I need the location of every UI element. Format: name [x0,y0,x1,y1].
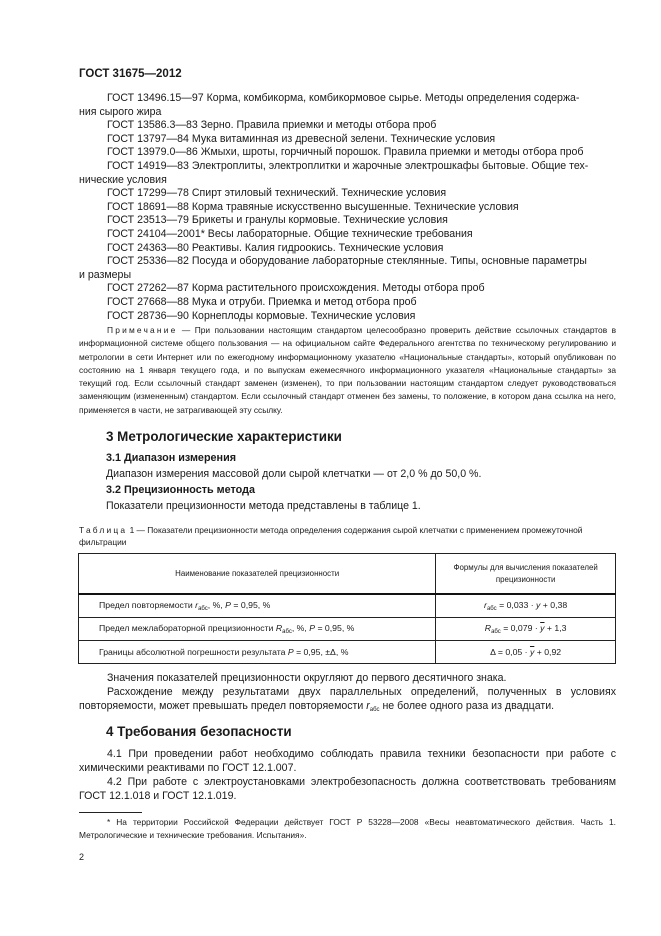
reference-title: Корма растительного происхождения. Методы отбора проб [191,282,485,295]
formula-cell [436,618,616,641]
symbol-mean: $\overline{y}$ [540,623,545,633]
footnote-divider [79,812,142,813]
symbol: r [195,600,199,610]
reference-code: ГОСТ 13586.3—83 [107,119,198,132]
reference-code: ГОСТ 13496.15—97 [107,92,204,104]
section-3-2-text: Показатели прецизионности метода представлены в таблице 1. [106,500,421,512]
reference-item [79,160,616,187]
reference-item [79,228,616,242]
reference-item [79,255,616,282]
formula-cell [436,641,616,664]
section-3-2-title: 3.2 Прецизионность метода [106,484,255,496]
section-4-title: 4 Требования безопасности [106,724,292,739]
footnote-text: * На территории Российской Федерации действует ГОСТ Р 53228—2008 «Весы неавтоматического действия. Часть 1. Метрологические и технические требования. Испытания». [79,817,616,841]
table-row [79,618,616,641]
section-3-1-title: 3.1 Диапазон измерения [106,452,237,464]
formula-cell [436,594,616,618]
reference-title: Мука и отруби. Приемка и метод отбора проб [191,295,417,308]
page-number: 2 [79,852,85,862]
paragraph-text: не более одного раза из двадцати. [379,699,555,712]
section-3-1-text: Диапазон измерения массовой доли сырой клетчатки — от 2,0 % до 50,0 %. [106,468,482,480]
reference-item [79,296,616,310]
table-header-row [79,554,616,595]
paragraph-text: Значения показателей прецизионности округляют до первого десятичного знака. [107,672,507,684]
footnote [79,816,616,843]
reference-code: ГОСТ 25336—82 [107,255,189,268]
reference-title-cont: и размеры [79,268,132,281]
table-row [79,641,616,664]
reference-title: Электроплиты, электроплитки и жарочные электрошкафы бытовые. Общие тех- [191,159,589,172]
reference-title: Корма травяные искусственно высушенные. Технические условия [191,200,519,213]
symbol: r [484,600,487,610]
reference-code: ГОСТ 27668—88 [107,295,189,308]
reference-code: ГОСТ 14919—83 [107,159,189,172]
indicator-text: = 0,95, % [230,600,271,610]
reference-title-cont: нические условия [79,173,167,186]
reference-item [79,242,616,256]
indicator-text: = 0,95, % [315,623,355,633]
indicator-text: , %, [207,600,226,610]
formula-text: = 0,05 · [495,647,530,657]
repeatability-paragraph [79,686,616,717]
formula-text: = 0,033 · [496,600,537,610]
reference-item [79,310,616,324]
reference-code: ГОСТ 24104—2001* [107,227,205,240]
reference-title: Спирт этиловый технический. Технические условия [191,187,447,200]
symbol: R [484,623,492,633]
symbol-mean: $\overline{y}$ [529,647,535,657]
note-text: — При пользовании настоящим стандартом целесообразно проверить действие ссылочных стандартов в информационной системе общего пользования — на официальном сайте Федерального агентства по техническому регулированию и метрологии в сети Интернет или по ежегодному информационному указателю «Национальные стандарты», который опубликован по состоянию на 1 января текущего года, и по выпускам ежемесячного информационного указателя «Национальные стандарты» за текущий год. Если ссылочный стандарт заменен (изменен), то при пользовании настоящим стандартом следует руководствоваться заменяющим (измененным) стандартом. Если ссылочный стандарт отменен без замены, то положение, в котором дана ссылка на него, применяется в части, не затрагивающей эту ссылку. [79,325,617,415]
symbol: P [225,600,231,610]
reference-item [79,133,616,147]
reference-title: Реактивы. Калия гидроокись. Технические условия [191,241,444,254]
reference-code: ГОСТ 28736—90 [107,309,189,322]
subscript: абс [369,706,380,713]
reference-code: ГОСТ 23513—79 [107,214,189,227]
reference-item [79,119,616,133]
symbol: P [287,647,294,657]
indicator-cell [79,618,436,641]
reference-code: ГОСТ 24363—80 [107,241,189,254]
reference-title: Посуда и оборудование лабораторные стеклянные. Типы, основные параметры [191,255,587,268]
reference-code: ГОСТ 17299—78 [107,187,189,200]
subscript: абс [491,629,501,635]
reference-item [79,187,616,201]
symbol: P [309,623,316,633]
reference-code: ГОСТ 13979.0—86 [107,146,198,159]
symbol: y [536,600,541,610]
formula-text: + 0,38 [540,600,568,610]
reference-title: Корма, комбикорма, комбикормовое сырье. Методы определения содержа- [206,92,580,104]
reference-code: ГОСТ 18691—88 [107,200,189,213]
indicator-text: = 0,95, ±Δ, % [293,647,349,657]
paragraph-text: 4.2 При работе с электроустановками электробезопасность должна соответствовать требованиям ГОСТ 12.1.018 и ГОСТ 12.1.019. [79,776,616,802]
document-header: ГОСТ 31675—2012 [79,68,182,80]
indicator-text: , %, [291,623,310,633]
table-caption-label: Таблица [79,525,128,535]
reference-title: Жмыхи, шроты, горчичный порошок. Правила приемки и методы отбора проб [200,146,584,159]
paragraph-text: 4.1 При проведении работ необходимо соблюдать правила техники безопасности при работе с химическими реактивами по ГОСТ 12.1.007. [79,748,616,774]
reference-item [79,282,616,296]
column-header-formula: Формулы для вычисления показателей прецизионности [436,554,616,595]
reference-title: Брикеты и гранулы кормовые. Технические условия [191,214,448,227]
subscript: абс [282,629,292,635]
reference-title: Корнеплоды кормовые. Технические условия [191,309,416,322]
subscript: абс [198,606,208,612]
note-block [79,324,616,417]
reference-item [79,201,616,215]
indicator-cell [79,641,436,664]
section-4-1-paragraph [79,748,616,775]
reference-title: Зерно. Правила приемки и методы отбора проб [200,119,437,132]
reference-item [79,92,616,119]
symbol: Δ [490,647,496,657]
reference-title: Мука витаминная из древесной зелени. Технические условия [191,132,496,145]
formula-text: + 0,92 [534,647,562,657]
reference-title-cont: ния сырого жира [79,105,162,118]
note-label: Примечание [107,325,178,335]
reference-item [79,214,616,228]
reference-item [79,146,616,160]
subscript: абс [486,606,497,612]
paragraph-text: Расхождение между результатами двух параллельных определений, полученных в условиях повторяемости, может превышать предел повторяемости [79,686,616,712]
indicator-text: Предел межлабораторной прецизионности [99,623,276,633]
indicator-text: Предел повторяемости [99,600,196,610]
section-4-2-paragraph [79,776,616,803]
reference-code: ГОСТ 13797—84 [107,132,189,145]
reference-code: ГОСТ 27262—87 [107,282,189,295]
indicator-cell [79,594,436,618]
formula-text: = 0,079 · [500,623,541,633]
table-row [79,594,616,618]
table-caption-text: 1 — Показатели прецизионности метода определения содержания сырой клетчатки с применением промежуточной фильтрации [79,525,583,547]
section-3-title: 3 Метрологические характеристики [106,429,342,444]
rounding-paragraph [79,672,616,686]
normative-references-list [79,92,616,323]
column-header-indicator: Наименование показателей прецизионности [79,554,436,595]
reference-title: Весы лабораторные. Общие технические требования [207,227,473,240]
table-caption [79,524,616,548]
formula-text: + 1,3 [544,623,567,633]
symbol: R [275,623,283,633]
indicator-text: Границы абсолютной погрешности результата [99,647,288,657]
symbol: r [366,699,370,712]
precision-table [78,553,616,664]
